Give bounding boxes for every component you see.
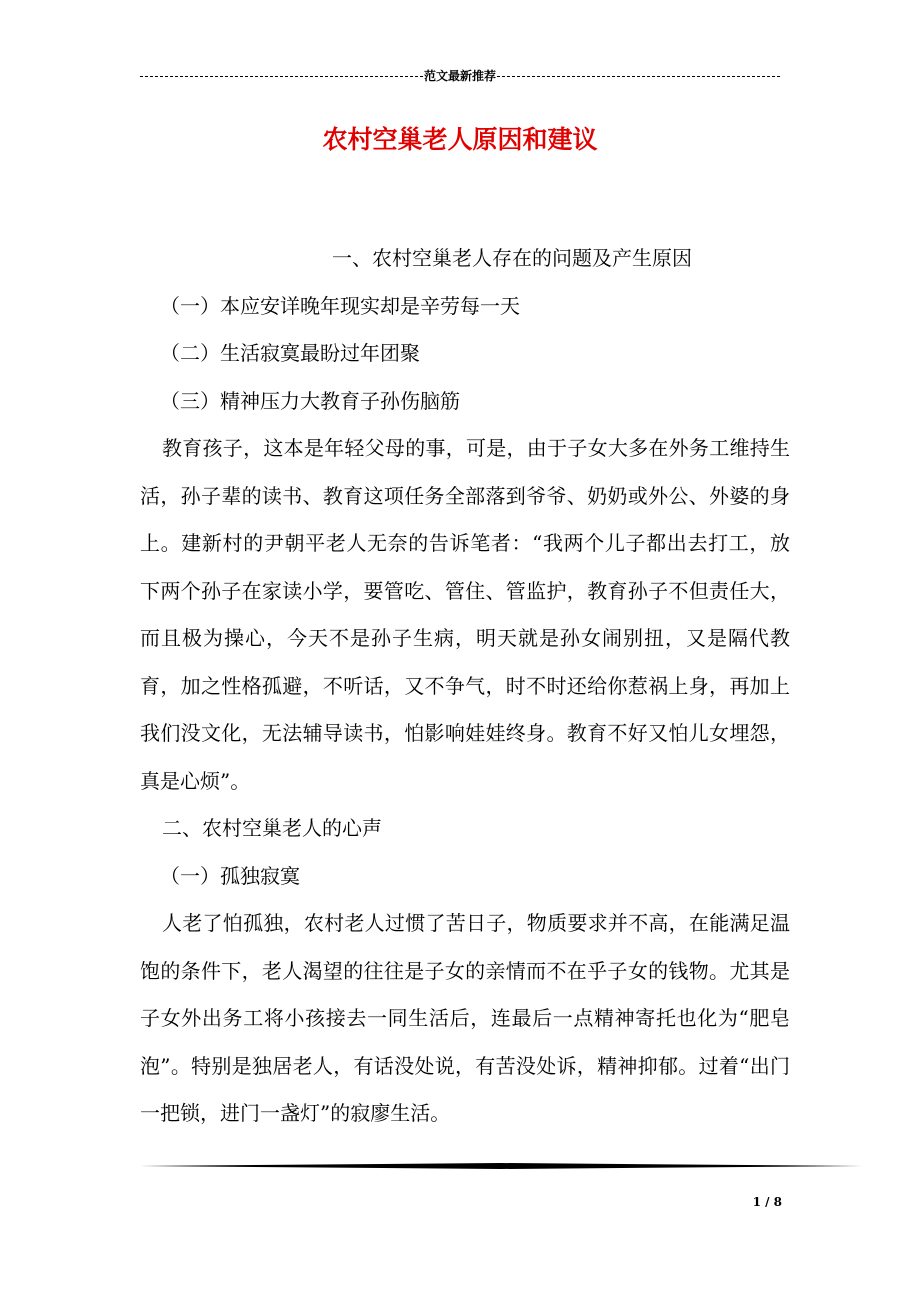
body-paragraph-2: 人老了怕孤独，农村老人过惯了苦日子，物质要求并不高，在能满足温饱的条件下，老人渴望的往往是子女的亲情而不在乎子女的钱物。尤其是子女外出务工将小孩接去一同生活后，连最后一点精神寄托也化为“肥皂泡”。特别是独居老人，有话没处说，有苦没处诉，精神抑郁。过着“出门一把锁，进门一盏灯”的寂廖生活。 [140,911,790,1125]
header-dash-right [497,76,780,77]
page-number: 1 / 8 [752,1195,782,1209]
subheading-item-2: （二）生活寂寞最盼过年团聚 [160,341,420,365]
header-dash-left [140,76,423,77]
section-heading-two: 二、农村空巢老人的心声 [162,816,382,840]
subheading-item-4: （一）孤独寂寞 [160,863,300,888]
header-label: 范文最新推荐 [424,69,497,83]
document-title: 农村空巢老人原因和建议 [322,125,598,154]
section-heading-one: 一、农村空巢老人存在的问题及产生原因 [332,246,692,270]
page-header [140,68,780,84]
body-paragraph-1: 教育孩子，这本是年轻父母的事，可是，由于子女大多在外务工维持生活，孙子辈的读书、教育这项任务全部落到爷爷、奶奶或外公、外婆的身上。建新村的尹朝平老人无奈的告诉笔者：“我两个儿子都出去打工，放下两个孙子在家读小学，要管吃、管住、管监护，教育孙子不但责任大，而且极为操心，今天不是孙子生病，明天就是孙女闹别扭，又是隔代教育，加之性格孤避，不听话，又不争气，时不时还给你惹祸上身，再加上我们没文化，无法辅导读书，怕影响娃娃终身。教育不好又怕儿女埋怨，真是心烦”。 [140,436,790,793]
subheading-item-3: （三）精神压力大教育子孙伤脑筋 [160,388,460,413]
subheading-item-1: （一）本应安详晚年现实却是辛劳每一天 [160,293,520,318]
document-body [140,235,790,1138]
footer-rule [140,1162,862,1170]
